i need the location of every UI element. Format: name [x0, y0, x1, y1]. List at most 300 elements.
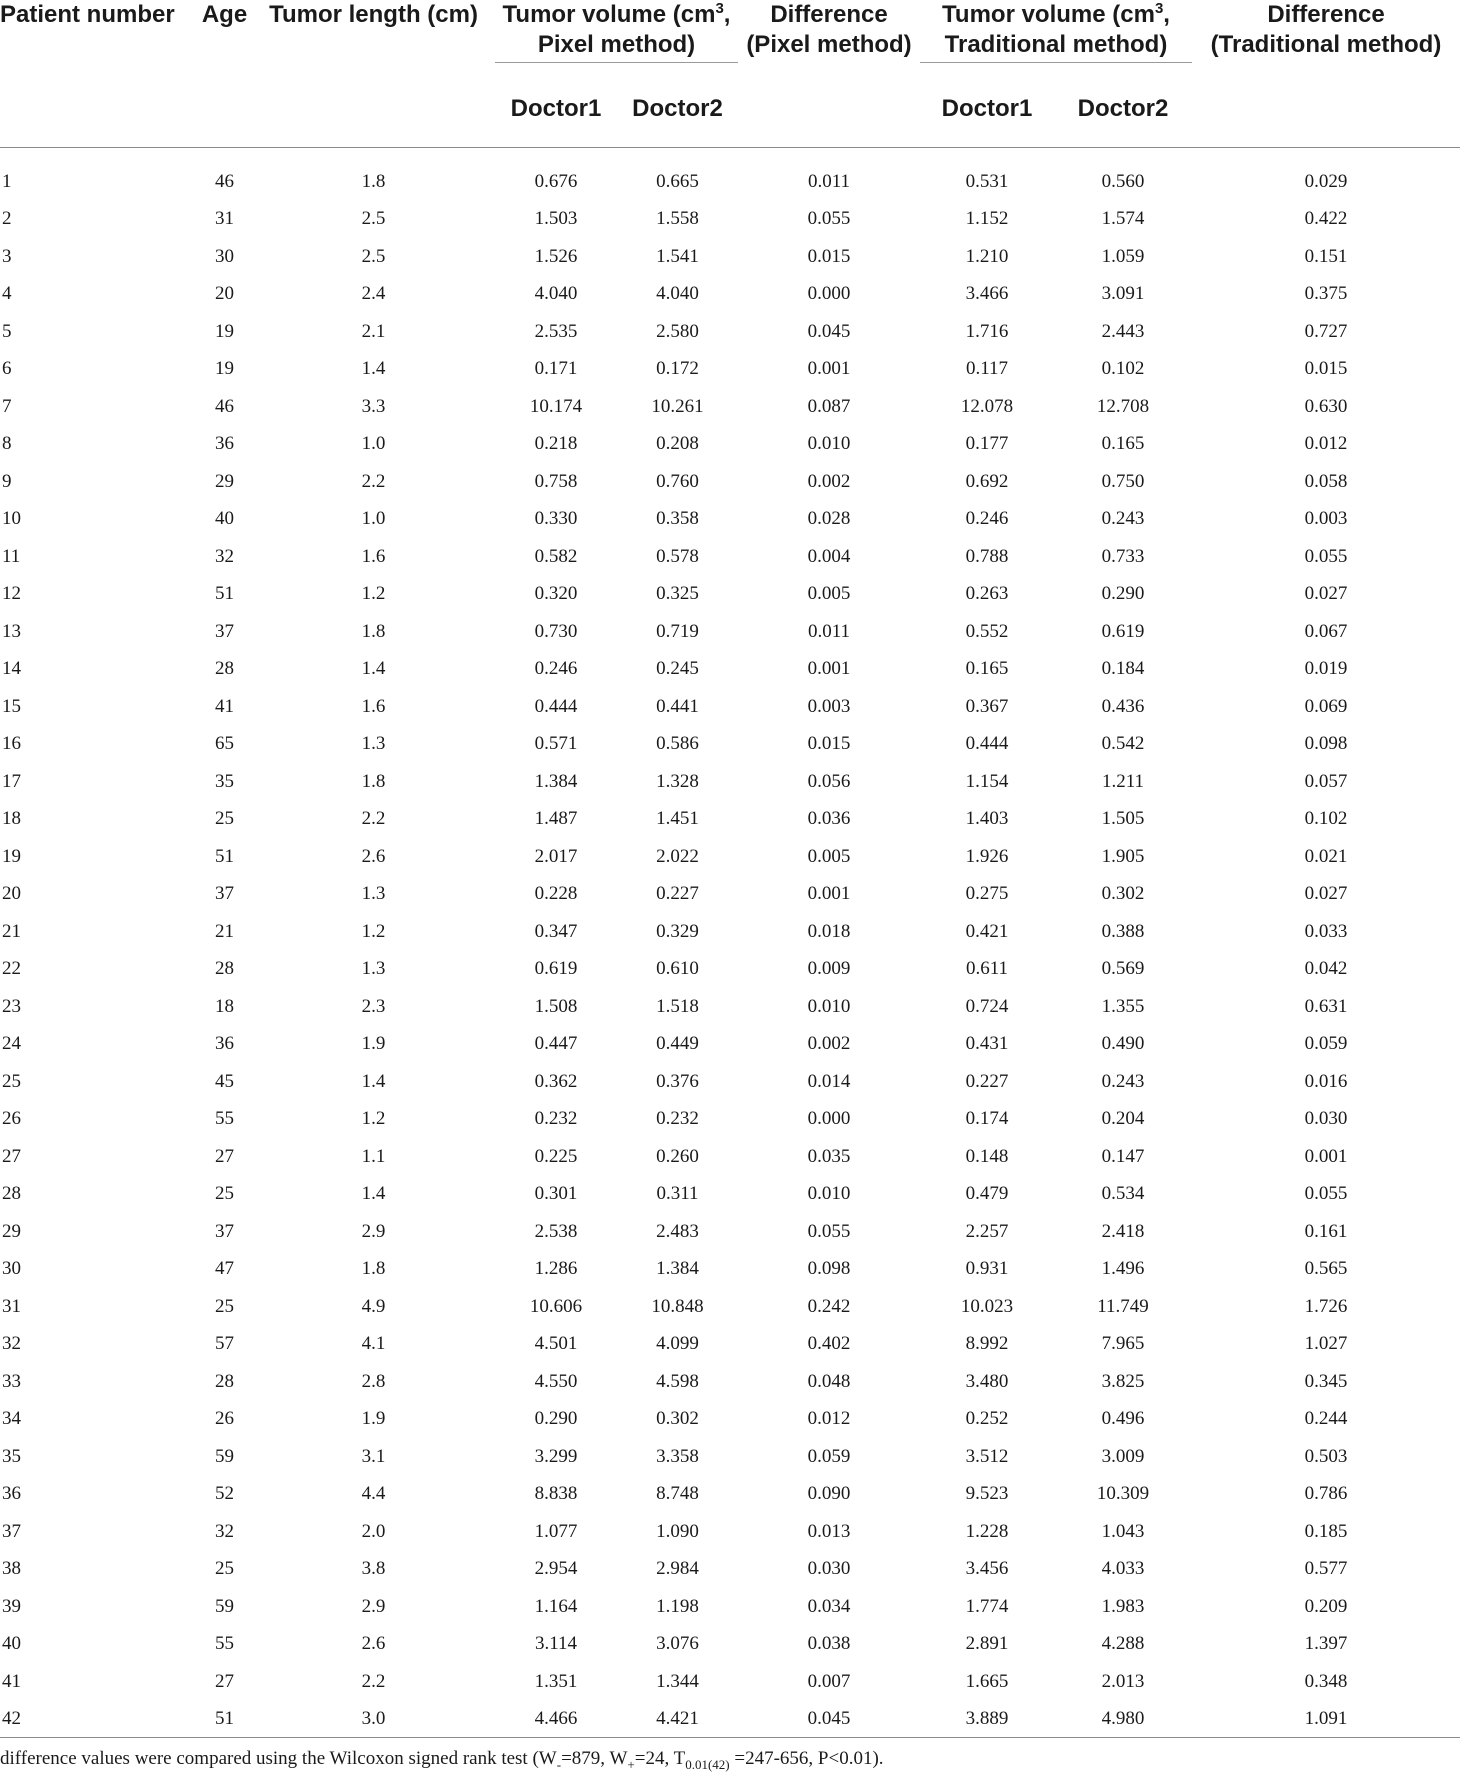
cell-trad-doctor2: 2.443 — [1101, 320, 1145, 342]
cell-pixel-doctor2: 0.325 — [656, 583, 699, 605]
table-row — [0, 951, 1460, 989]
cell-pixel-doctor2: 10.848 — [651, 1295, 704, 1317]
cell-age: 55 — [215, 1108, 234, 1130]
cell-trad-doctor2: 0.102 — [1101, 358, 1145, 380]
table-row — [0, 1251, 1460, 1289]
cell-pixel-doctor1: 4.550 — [534, 1370, 578, 1392]
cell-pixel-doctor1: 0.232 — [534, 1108, 578, 1130]
table-row — [0, 651, 1460, 689]
cell-pixel-doctor2: 1.090 — [656, 1520, 699, 1542]
table-row — [0, 763, 1460, 801]
cell-trad-doctor1: 0.552 — [965, 620, 1009, 642]
table-row — [0, 1326, 1460, 1364]
cell-patient-number: 7 — [2, 395, 12, 417]
cell-trad-doctor2: 0.436 — [1101, 695, 1145, 717]
table-row — [0, 576, 1460, 614]
cell-trad-doctor1: 0.692 — [965, 470, 1009, 492]
cell-trad-doctor2: 1.043 — [1101, 1520, 1145, 1542]
cell-patient-number: 35 — [2, 1445, 21, 1467]
cell-tumor-length: 1.9 — [361, 1033, 386, 1055]
cell-pixel-doctor2: 4.099 — [656, 1333, 699, 1355]
cell-diff-trad: 0.016 — [1304, 1070, 1348, 1092]
cell-tumor-length: 1.8 — [361, 620, 386, 642]
cell-diff-pixel: 0.011 — [807, 170, 851, 192]
cell-tumor-length: 1.6 — [361, 695, 386, 717]
cell-diff-pixel: 0.059 — [807, 1445, 851, 1467]
cell-diff-trad: 0.185 — [1304, 1520, 1348, 1542]
table-row — [0, 1401, 1460, 1439]
cell-pixel-doctor1: 0.246 — [534, 658, 578, 680]
cell-age: 27 — [215, 1670, 234, 1692]
cell-pixel-doctor1: 0.582 — [534, 545, 578, 567]
cell-diff-pixel: 0.013 — [807, 1520, 851, 1542]
cell-trad-doctor1: 0.148 — [965, 1145, 1009, 1167]
cell-diff-pixel: 0.000 — [807, 283, 851, 305]
cell-diff-trad: 0.577 — [1304, 1558, 1348, 1580]
cell-pixel-doctor1: 0.447 — [534, 1033, 578, 1055]
cell-pixel-doctor2: 1.344 — [656, 1670, 699, 1692]
cell-diff-pixel: 0.055 — [807, 208, 851, 230]
cell-tumor-length: 4.9 — [361, 1295, 386, 1317]
cell-trad-doctor1: 0.431 — [965, 1033, 1009, 1055]
cell-trad-doctor2: 0.534 — [1101, 1183, 1145, 1205]
cell-tumor-length: 1.8 — [361, 1258, 386, 1280]
cell-diff-pixel: 0.001 — [807, 658, 851, 680]
cell-pixel-doctor1: 2.017 — [534, 845, 578, 867]
cell-pixel-doctor2: 0.719 — [656, 620, 699, 642]
cell-patient-number: 40 — [2, 1633, 21, 1655]
cell-age: 25 — [215, 1295, 234, 1317]
cell-trad-doctor2: 1.496 — [1101, 1258, 1145, 1280]
table-body — [0, 163, 1460, 1738]
cell-patient-number: 5 — [2, 320, 12, 342]
cell-pixel-doctor2: 0.376 — [656, 1070, 699, 1092]
table-row — [0, 201, 1460, 239]
cell-diff-pixel: 0.014 — [807, 1070, 851, 1092]
cell-trad-doctor2: 3.091 — [1101, 283, 1145, 305]
cell-pixel-doctor1: 0.362 — [534, 1070, 578, 1092]
cell-pixel-doctor1: 2.954 — [534, 1558, 578, 1580]
cell-diff-pixel: 0.009 — [807, 958, 851, 980]
cell-pixel-doctor2: 10.261 — [651, 395, 704, 417]
cell-pixel-doctor1: 0.218 — [534, 433, 578, 455]
header-patient-number: Patient number — [0, 1, 175, 28]
header-diff-pixel: Difference (Pixel method) — [746, 1, 912, 58]
table-row — [0, 1063, 1460, 1101]
cell-trad-doctor1: 0.931 — [965, 1258, 1009, 1280]
cell-tumor-length: 2.4 — [361, 283, 386, 305]
cell-pixel-doctor2: 0.578 — [656, 545, 699, 567]
table-row — [0, 163, 1460, 201]
cell-tumor-length: 2.6 — [361, 1633, 386, 1655]
cell-pixel-doctor2: 1.384 — [656, 1258, 699, 1280]
cell-patient-number: 26 — [2, 1108, 21, 1130]
cell-trad-doctor2: 0.147 — [1101, 1145, 1145, 1167]
cell-tumor-length: 2.3 — [361, 995, 386, 1017]
cell-tumor-length: 2.9 — [361, 1220, 386, 1242]
cell-tumor-length: 1.0 — [361, 508, 386, 530]
cell-pixel-doctor1: 0.171 — [534, 358, 578, 380]
cell-patient-number: 17 — [2, 770, 21, 792]
cell-trad-doctor1: 0.177 — [965, 433, 1009, 455]
cell-pixel-doctor1: 1.286 — [534, 1258, 578, 1280]
cell-trad-doctor2: 2.418 — [1101, 1220, 1145, 1242]
cell-patient-number: 14 — [2, 658, 21, 680]
cell-pixel-doctor1: 0.330 — [534, 508, 578, 530]
table-row — [0, 388, 1460, 426]
cell-patient-number: 16 — [2, 733, 21, 755]
cell-patient-number: 9 — [2, 470, 12, 492]
cell-diff-trad: 1.397 — [1304, 1633, 1348, 1655]
cell-pixel-doctor1: 0.571 — [534, 733, 578, 755]
cell-patient-number: 20 — [2, 883, 21, 905]
cell-diff-trad: 0.012 — [1304, 433, 1348, 455]
cell-patient-number: 11 — [2, 545, 21, 567]
cell-age: 18 — [215, 995, 234, 1017]
cell-tumor-length: 2.6 — [361, 845, 386, 867]
cell-diff-pixel: 0.028 — [807, 508, 851, 530]
cell-pixel-doctor2: 3.358 — [656, 1445, 699, 1467]
cell-tumor-length: 1.2 — [361, 583, 386, 605]
table-row — [0, 1588, 1460, 1626]
cell-tumor-length: 1.4 — [361, 1183, 386, 1205]
cell-pixel-doctor1: 1.503 — [534, 208, 578, 230]
cell-pixel-doctor2: 2.984 — [656, 1558, 699, 1580]
cell-tumor-length: 1.3 — [361, 883, 386, 905]
table-row — [0, 313, 1460, 351]
cell-pixel-doctor2: 1.451 — [656, 808, 699, 830]
cell-patient-number: 27 — [2, 1145, 21, 1167]
cell-trad-doctor2: 1.905 — [1101, 845, 1145, 867]
cell-trad-doctor1: 0.788 — [965, 545, 1009, 567]
table-row — [0, 426, 1460, 464]
cell-tumor-length: 1.6 — [361, 545, 386, 567]
cell-tumor-length: 4.4 — [361, 1483, 386, 1505]
table-row — [0, 988, 1460, 1026]
cell-diff-pixel: 0.098 — [807, 1258, 851, 1280]
cell-tumor-length: 1.8 — [361, 170, 386, 192]
cell-diff-pixel: 0.030 — [807, 1558, 851, 1580]
cell-diff-pixel: 0.015 — [807, 245, 851, 267]
cell-pixel-doctor1: 0.228 — [534, 883, 578, 905]
cell-age: 37 — [215, 620, 234, 642]
table-row — [0, 1213, 1460, 1251]
cell-tumor-length: 2.8 — [361, 1370, 386, 1392]
cell-diff-trad: 0.565 — [1304, 1258, 1348, 1280]
cell-age: 25 — [215, 1183, 234, 1205]
cell-trad-doctor1: 1.716 — [965, 320, 1009, 342]
cell-diff-pixel: 0.402 — [807, 1333, 851, 1355]
cell-trad-doctor1: 3.456 — [965, 1558, 1009, 1580]
cell-diff-pixel: 0.001 — [807, 358, 851, 380]
cell-trad-doctor2: 1.211 — [1101, 770, 1145, 792]
cell-tumor-length: 1.9 — [361, 1408, 386, 1430]
cell-trad-doctor2: 2.013 — [1101, 1670, 1145, 1692]
cell-pixel-doctor1: 2.538 — [534, 1220, 578, 1242]
cell-age: 30 — [215, 245, 234, 267]
cell-tumor-length: 3.0 — [361, 1708, 386, 1730]
cell-diff-trad: 0.630 — [1304, 395, 1348, 417]
cell-trad-doctor1: 0.611 — [965, 958, 1009, 980]
cell-patient-number: 12 — [2, 583, 21, 605]
cell-pixel-doctor1: 1.164 — [534, 1595, 578, 1617]
cell-trad-doctor1: 3.466 — [965, 283, 1009, 305]
cell-tumor-length: 1.0 — [361, 433, 386, 455]
cell-trad-doctor1: 0.531 — [965, 170, 1009, 192]
cell-diff-pixel: 0.015 — [807, 733, 851, 755]
table-row — [0, 351, 1460, 389]
table-row — [0, 1476, 1460, 1514]
cell-diff-trad: 0.786 — [1304, 1483, 1348, 1505]
cell-pixel-doctor2: 0.358 — [656, 508, 699, 530]
cell-trad-doctor1: 3.512 — [965, 1445, 1009, 1467]
cell-diff-pixel: 0.005 — [807, 845, 851, 867]
cell-trad-doctor2: 1.355 — [1101, 995, 1145, 1017]
cell-trad-doctor1: 0.367 — [965, 695, 1009, 717]
cell-trad-doctor1: 1.403 — [965, 808, 1009, 830]
cell-patient-number: 1 — [2, 170, 12, 192]
cell-trad-doctor1: 1.926 — [965, 845, 1009, 867]
cell-age: 27 — [215, 1145, 234, 1167]
cell-trad-doctor1: 0.263 — [965, 583, 1009, 605]
cell-trad-doctor2: 0.560 — [1101, 170, 1145, 192]
cell-pixel-doctor2: 2.022 — [656, 845, 699, 867]
cell-age: 32 — [215, 545, 234, 567]
table-row — [0, 1513, 1460, 1551]
cell-trad-doctor1: 0.724 — [965, 995, 1009, 1017]
cell-diff-trad: 0.027 — [1304, 883, 1348, 905]
cell-diff-trad: 0.244 — [1304, 1408, 1348, 1430]
cell-pixel-doctor2: 3.076 — [656, 1633, 699, 1655]
header-row — [0, 0, 1460, 63]
cell-diff-trad: 0.030 — [1304, 1108, 1348, 1130]
cell-tumor-length: 1.4 — [361, 658, 386, 680]
cell-patient-number: 13 — [2, 620, 21, 642]
cell-diff-pixel: 0.045 — [807, 1708, 851, 1730]
cell-diff-pixel: 0.035 — [807, 1145, 851, 1167]
table-row — [0, 538, 1460, 576]
cell-pixel-doctor2: 1.198 — [656, 1595, 699, 1617]
cell-patient-number: 15 — [2, 695, 21, 717]
cell-patient-number: 22 — [2, 958, 21, 980]
cell-pixel-doctor2: 0.329 — [656, 920, 699, 942]
cell-trad-doctor2: 0.733 — [1101, 545, 1145, 567]
cell-pixel-doctor1: 1.384 — [534, 770, 578, 792]
cell-tumor-length: 2.2 — [361, 808, 386, 830]
cell-trad-doctor2: 0.184 — [1101, 658, 1145, 680]
cell-diff-pixel: 0.056 — [807, 770, 851, 792]
cell-diff-trad: 0.069 — [1304, 695, 1348, 717]
table-row — [0, 1101, 1460, 1139]
cell-pixel-doctor1: 0.730 — [534, 620, 578, 642]
cell-diff-trad: 0.055 — [1304, 545, 1348, 567]
header-trad-doctor2: Doctor2 — [1054, 63, 1192, 148]
cell-patient-number: 42 — [2, 1708, 21, 1730]
cell-age: 19 — [215, 358, 234, 380]
cell-trad-doctor1: 12.078 — [960, 395, 1014, 417]
cell-trad-doctor1: 0.227 — [965, 1070, 1009, 1092]
cell-tumor-length: 1.4 — [361, 358, 386, 380]
cell-age: 28 — [215, 658, 234, 680]
table-row — [0, 238, 1460, 276]
cell-diff-trad: 1.091 — [1304, 1708, 1348, 1730]
cell-patient-number: 3 — [2, 245, 12, 267]
header-age: Age — [201, 1, 248, 28]
cell-pixel-doctor2: 0.232 — [656, 1108, 699, 1130]
cell-diff-pixel: 0.242 — [807, 1295, 851, 1317]
cell-pixel-doctor2: 0.610 — [656, 958, 699, 980]
cell-patient-number: 21 — [2, 920, 21, 942]
cell-age: 36 — [215, 433, 234, 455]
cell-trad-doctor2: 12.708 — [1096, 395, 1150, 417]
cell-diff-trad: 0.067 — [1304, 620, 1348, 642]
cell-pixel-doctor1: 1.351 — [534, 1670, 578, 1692]
cell-diff-pixel: 0.010 — [807, 1183, 851, 1205]
cell-trad-doctor2: 4.288 — [1101, 1633, 1145, 1655]
cell-diff-trad: 0.161 — [1304, 1220, 1348, 1242]
cell-diff-trad: 0.001 — [1304, 1145, 1348, 1167]
cell-pixel-doctor1: 1.508 — [534, 995, 578, 1017]
cell-diff-pixel: 0.003 — [807, 695, 851, 717]
cell-diff-trad: 0.058 — [1304, 470, 1348, 492]
cell-pixel-doctor1: 3.299 — [534, 1445, 578, 1467]
cell-diff-pixel: 0.012 — [807, 1408, 851, 1430]
cell-patient-number: 36 — [2, 1483, 21, 1505]
cell-diff-trad: 0.015 — [1304, 358, 1348, 380]
cell-age: 65 — [215, 733, 234, 755]
cell-trad-doctor2: 0.490 — [1101, 1033, 1145, 1055]
cell-age: 41 — [215, 695, 234, 717]
cell-pixel-doctor2: 1.541 — [656, 245, 699, 267]
footnote: difference values were compared using the Wilcoxon signed rank test ($W_-=879$, $W_+=24$, $T_{0.01(42)} =247-656$, P<0.01). — [0, 1737, 1460, 1773]
cell-tumor-length: 1.3 — [361, 958, 386, 980]
cell-tumor-length: 1.2 — [361, 920, 386, 942]
cell-trad-doctor1: 2.257 — [965, 1220, 1009, 1242]
cell-age: 57 — [215, 1333, 234, 1355]
cell-patient-number: 2 — [2, 208, 12, 230]
cell-patient-number: 37 — [2, 1520, 21, 1542]
cell-age: 47 — [215, 1258, 234, 1280]
cell-trad-doctor2: 3.825 — [1101, 1370, 1145, 1392]
cell-age: 21 — [215, 920, 234, 942]
cell-trad-doctor1: 8.992 — [965, 1333, 1009, 1355]
cell-age: 51 — [215, 583, 234, 605]
cell-pixel-doctor2: 4.040 — [656, 283, 699, 305]
cell-trad-doctor1: 1.774 — [965, 1595, 1009, 1617]
cell-trad-doctor2: 0.619 — [1101, 620, 1145, 642]
cell-age: 59 — [215, 1445, 234, 1467]
cell-tumor-length: 2.1 — [361, 320, 386, 342]
cell-diff-trad: 0.019 — [1304, 658, 1348, 680]
header-trad-doctor1: Doctor1 — [920, 63, 1054, 148]
cell-age: 51 — [215, 1708, 234, 1730]
cell-diff-pixel: 0.004 — [807, 545, 851, 567]
cell-trad-doctor2: 1.574 — [1101, 208, 1145, 230]
cell-patient-number: 6 — [2, 358, 12, 380]
cell-pixel-doctor1: 0.301 — [534, 1183, 578, 1205]
table-row — [0, 1363, 1460, 1401]
cell-pixel-doctor2: 0.449 — [656, 1033, 699, 1055]
table-row — [0, 1663, 1460, 1701]
table-row — [0, 688, 1460, 726]
cell-diff-trad: 0.098 — [1304, 733, 1348, 755]
cell-diff-pixel: 0.005 — [807, 583, 851, 605]
header-pixel-doctor2: Doctor2 — [617, 63, 738, 148]
cell-trad-doctor2: 0.204 — [1101, 1108, 1145, 1130]
cell-trad-doctor1: 10.023 — [960, 1295, 1014, 1317]
cell-diff-pixel: 0.011 — [807, 620, 851, 642]
cell-trad-doctor1: 0.252 — [965, 1408, 1009, 1430]
cell-pixel-doctor1: 4.466 — [534, 1708, 578, 1730]
cell-pixel-doctor2: 0.172 — [656, 358, 699, 380]
cell-pixel-doctor1: 2.535 — [534, 320, 578, 342]
cell-diff-trad: 0.059 — [1304, 1033, 1348, 1055]
cell-tumor-length: 3.8 — [361, 1558, 386, 1580]
table-row — [0, 1438, 1460, 1476]
cell-age: 19 — [215, 320, 234, 342]
cell-age: 37 — [215, 883, 234, 905]
table-row — [0, 1138, 1460, 1176]
cell-tumor-length: 2.5 — [361, 208, 386, 230]
cell-patient-number: 24 — [2, 1033, 21, 1055]
header-tumor-length: Tumor length (cm) — [269, 1, 478, 28]
cell-pixel-doctor2: 0.245 — [656, 658, 699, 680]
table-row — [0, 876, 1460, 914]
cell-age: 46 — [215, 170, 234, 192]
cell-patient-number: 34 — [2, 1408, 21, 1430]
cell-diff-trad: 0.042 — [1304, 958, 1348, 980]
cell-trad-doctor1: 0.117 — [965, 358, 1009, 380]
cell-trad-doctor1: 0.479 — [965, 1183, 1009, 1205]
cell-pixel-doctor1: 10.606 — [529, 1295, 583, 1317]
cell-tumor-length: 1.4 — [361, 1070, 386, 1092]
cell-tumor-length: 2.0 — [361, 1520, 386, 1542]
cell-diff-trad: 0.029 — [1304, 170, 1348, 192]
cell-age: 35 — [215, 770, 234, 792]
cell-diff-pixel: 0.038 — [807, 1633, 851, 1655]
cell-tumor-length: 2.2 — [361, 1670, 386, 1692]
header-diff-trad: Difference (Traditional method) — [1210, 1, 1442, 58]
cell-diff-trad: 0.209 — [1304, 1595, 1348, 1617]
cell-trad-doctor1: 0.246 — [965, 508, 1009, 530]
cell-trad-doctor2: 1.505 — [1101, 808, 1145, 830]
cell-diff-trad: 0.102 — [1304, 808, 1348, 830]
cell-pixel-doctor1: 0.758 — [534, 470, 578, 492]
cell-age: 52 — [215, 1483, 234, 1505]
cell-diff-trad: 0.021 — [1304, 845, 1348, 867]
table-row — [0, 463, 1460, 501]
cell-pixel-doctor2: 2.580 — [656, 320, 699, 342]
cell-diff-pixel: 0.087 — [807, 395, 851, 417]
table-row — [0, 613, 1460, 651]
cell-trad-doctor1: 1.665 — [965, 1670, 1009, 1692]
table-row — [0, 726, 1460, 764]
cell-diff-trad: 0.375 — [1304, 283, 1348, 305]
cell-trad-doctor2: 10.309 — [1096, 1483, 1150, 1505]
cell-trad-doctor2: 0.569 — [1101, 958, 1145, 980]
cell-patient-number: 28 — [2, 1183, 21, 1205]
cell-pixel-doctor2: 0.302 — [656, 1408, 699, 1430]
cell-diff-trad: 0.345 — [1304, 1370, 1348, 1392]
cell-diff-trad: 0.631 — [1304, 995, 1348, 1017]
cell-diff-trad: 0.033 — [1304, 920, 1348, 942]
cell-trad-doctor2: 0.243 — [1101, 1070, 1145, 1092]
cell-diff-pixel: 0.002 — [807, 470, 851, 492]
cell-patient-number: 39 — [2, 1595, 21, 1617]
cell-diff-pixel: 0.007 — [807, 1670, 851, 1692]
cell-tumor-length: 3.3 — [361, 395, 386, 417]
cell-diff-pixel: 0.034 — [807, 1595, 851, 1617]
